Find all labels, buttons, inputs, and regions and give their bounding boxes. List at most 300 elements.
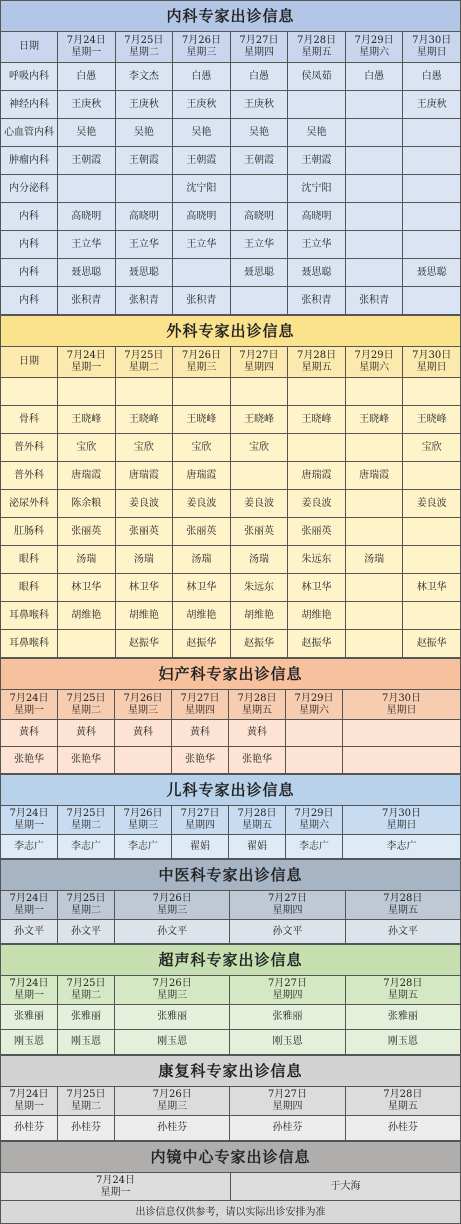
date-header <box>230 347 288 378</box>
doctor-cell <box>345 119 403 147</box>
weekday-text: 星期一 <box>14 905 44 916</box>
doctor-cell: 黄科 <box>115 720 172 747</box>
dept-cell: 眼科 <box>1 546 58 574</box>
weekday-text: 星期二 <box>71 704 101 716</box>
doctor-cell: 沈宁阳 <box>173 175 231 203</box>
doctor-cell: 于大海 <box>231 1173 461 1201</box>
weekday-text: 星期一 <box>14 820 44 831</box>
doctor-cell: 宝欣 <box>230 434 288 462</box>
doctor-cell: 宝欣 <box>173 434 231 462</box>
doctor-cell: 刚玉恩 <box>58 1030 115 1055</box>
doctor-cell: 孙文平 <box>230 920 345 944</box>
doctor-cell: 王立华 <box>230 231 288 259</box>
doctor-cell: 姜良波 <box>230 490 288 518</box>
weekday-text: 星期五 <box>387 990 418 1001</box>
date-text: 7月25日 <box>66 978 106 989</box>
doctor-cell <box>345 91 403 119</box>
doctor-cell: 姜良波 <box>115 490 173 518</box>
dept-cell <box>1 378 58 406</box>
doctor-cell: 黄科 <box>172 720 229 747</box>
date-header <box>345 32 403 63</box>
date-header <box>1 1173 231 1201</box>
doctor-cell: 汤瑞 <box>345 546 403 574</box>
date-text: 7月29日 <box>354 350 394 361</box>
date-text: 7月24日 <box>66 350 106 361</box>
date-header <box>1 1087 58 1116</box>
date-header <box>230 891 345 920</box>
doctor-cell: 王朝霞 <box>230 147 288 175</box>
doctor-cell: 张积青 <box>173 287 231 315</box>
weekday-text: 星期三 <box>186 47 217 58</box>
weekday-text: 星期三 <box>128 704 158 716</box>
dept-cell: 神经内科 <box>1 91 58 119</box>
doctor-cell: 聂思聪 <box>115 259 173 287</box>
doctor-cell: 王晓峰 <box>230 406 288 434</box>
date-header <box>403 32 461 63</box>
doctor-cell: 张积青 <box>58 287 116 315</box>
doctor-cell <box>345 378 403 406</box>
neike-table <box>0 0 461 315</box>
date-text: 7月26日 <box>152 1089 192 1100</box>
doctor-cell: 胡维艳 <box>288 602 346 630</box>
weekday-text: 星期日 <box>386 704 417 716</box>
doctor-cell: 王朝霞 <box>173 147 231 175</box>
date-text: 7月24日 <box>9 692 49 704</box>
weekday-text: 星期日 <box>416 362 447 373</box>
table-row <box>1 574 461 602</box>
doctor-cell: 王晓峰 <box>58 406 116 434</box>
date-text: 7月25日 <box>124 35 164 46</box>
date-header <box>173 347 231 378</box>
weekday-text: 星期六 <box>299 704 329 716</box>
doctor-cell: 李志广 <box>343 835 461 859</box>
doctor-cell: 张艳华 <box>58 747 115 774</box>
doctor-cell <box>286 747 343 774</box>
date-text: 7月24日 <box>9 808 49 819</box>
date-header <box>172 690 229 720</box>
section-title: 儿科专家出诊信息 <box>1 775 461 806</box>
doctor-cell: 陈余粮 <box>58 490 116 518</box>
doctor-cell: 张雅丽 <box>58 1005 115 1030</box>
doctor-cell: 侯凤茹 <box>288 63 346 91</box>
date-text: 7月26日 <box>123 808 163 819</box>
table-row <box>1 406 461 434</box>
doctor-cell: 高晓明 <box>230 203 288 231</box>
weekday-text: 星期三 <box>186 362 217 373</box>
doctor-cell <box>345 231 403 259</box>
kangfu-table <box>0 1055 461 1141</box>
doctor-cell <box>403 231 461 259</box>
date-header <box>58 347 116 378</box>
doctor-cell: 林卫华 <box>173 574 231 602</box>
date-text: 7月24日 <box>9 1089 49 1100</box>
doctor-cell: 姜良波 <box>403 490 461 518</box>
date-text: 7月28日 <box>383 1089 423 1100</box>
doctor-cell: 林卫华 <box>403 574 461 602</box>
weekday-text: 星期五 <box>301 47 332 58</box>
doctor-cell <box>230 378 288 406</box>
weekday-text: 星期三 <box>157 905 188 916</box>
section-title: 超声科专家出诊信息 <box>1 945 461 976</box>
doctor-cell: 吴艳 <box>115 119 173 147</box>
table-row <box>1 203 461 231</box>
doctor-cell: 王晓峰 <box>403 406 461 434</box>
date-header <box>115 690 172 720</box>
doctor-cell: 李志广 <box>115 835 172 859</box>
dept-cell: 泌尿外科 <box>1 490 58 518</box>
table-row <box>1 147 461 175</box>
doctor-cell <box>403 546 461 574</box>
weekday-text: 星期一 <box>100 1186 131 1198</box>
date-text: 7月25日 <box>66 893 106 904</box>
doctor-cell: 黄科 <box>1 720 58 747</box>
dept-cell: 普外科 <box>1 462 58 490</box>
doctor-cell: 汤瑞 <box>173 546 231 574</box>
doctor-cell: 张丽英 <box>115 518 173 546</box>
doctor-cell: 胡维艳 <box>115 602 173 630</box>
doctor-cell <box>288 378 346 406</box>
doctor-cell: 吴艳 <box>288 119 346 147</box>
doctor-cell <box>58 378 116 406</box>
date-header <box>1 690 58 720</box>
dept-cell: 内科 <box>1 259 58 287</box>
table-row <box>1 835 461 859</box>
doctor-cell <box>345 259 403 287</box>
doctor-cell <box>345 203 403 231</box>
doctor-cell: 李志广 <box>1 835 58 859</box>
dept-cell: 内分泌科 <box>1 175 58 203</box>
table-row <box>1 259 461 287</box>
date-header <box>286 806 343 835</box>
doctor-cell: 唐瑞霞 <box>288 462 346 490</box>
doctor-cell: 张积青 <box>345 287 403 315</box>
table-row <box>1 920 461 944</box>
date-header <box>230 1087 345 1116</box>
date-header <box>230 32 288 63</box>
date-text: 7月25日 <box>66 692 106 704</box>
date-text: 7月24日 <box>9 893 49 904</box>
doctor-cell: 刚玉恩 <box>1 1030 58 1055</box>
doctor-cell <box>115 378 173 406</box>
date-text: 7月26日 <box>152 978 192 989</box>
dept-cell: 骨科 <box>1 406 58 434</box>
weekday-text: 星期一 <box>71 362 102 373</box>
weekday-text: 星期四 <box>185 820 215 831</box>
date-text: 7月28日 <box>296 350 337 361</box>
date-header <box>345 347 403 378</box>
date-header <box>58 32 116 63</box>
doctor-cell: 李志广 <box>58 835 115 859</box>
date-header <box>172 806 229 835</box>
dept-cell: 内科 <box>1 203 58 231</box>
doctor-cell <box>403 175 461 203</box>
date-text: 7月27日 <box>180 692 220 704</box>
section-title: 外科专家出诊信息 <box>1 316 461 347</box>
date-text: 7月27日 <box>267 978 308 989</box>
doctor-cell: 张艳华 <box>1 747 58 774</box>
weekday-text: 星期六 <box>359 362 390 373</box>
table-row <box>1 1030 461 1055</box>
doctor-cell: 王晓峰 <box>115 406 173 434</box>
dept-cell: 耳鼻喉科 <box>1 602 58 630</box>
section-title: 康复科专家出诊信息 <box>1 1056 461 1087</box>
date-header <box>115 1087 230 1116</box>
date-text: 7月29日 <box>294 808 334 819</box>
date-text: 7月28日 <box>383 893 423 904</box>
weekday-text: 星期二 <box>128 362 159 373</box>
doctor-cell: 汤瑞 <box>230 546 288 574</box>
doctor-cell: 林卫华 <box>288 574 346 602</box>
table-row <box>1 1005 461 1030</box>
date-text: 7月25日 <box>66 1089 106 1100</box>
date-header <box>115 806 172 835</box>
doctor-cell: 林卫华 <box>115 574 173 602</box>
date-header <box>345 1087 460 1116</box>
date-header <box>1 976 58 1005</box>
doctor-cell <box>173 378 231 406</box>
weekday-text: 星期五 <box>387 905 418 916</box>
doctor-cell <box>403 518 461 546</box>
weekday-text: 星期日 <box>386 820 417 831</box>
doctor-cell: 汤瑞 <box>58 546 116 574</box>
weekday-text: 星期二 <box>71 905 101 916</box>
doctor-cell: 张积青 <box>115 287 173 315</box>
doctor-cell: 朱远东 <box>288 546 346 574</box>
dept-cell: 呼吸内科 <box>1 63 58 91</box>
doctor-cell: 白愚 <box>345 63 403 91</box>
doctor-cell: 王庚秋 <box>173 91 231 119</box>
weekday-text: 星期四 <box>272 905 303 916</box>
weekday-text: 星期三 <box>128 820 158 831</box>
table-row <box>1 175 461 203</box>
table-row <box>1 630 461 658</box>
weekday-text: 星期五 <box>387 1101 418 1112</box>
date-header <box>288 32 346 63</box>
date-header <box>58 1087 115 1116</box>
weekday-text: 星期三 <box>157 990 188 1001</box>
date-text: 7月26日 <box>181 350 221 361</box>
date-header <box>343 690 461 720</box>
date-header <box>1 891 58 920</box>
doctor-cell <box>58 175 116 203</box>
weekday-text: 星期五 <box>301 362 332 373</box>
date-header <box>115 976 230 1005</box>
weekday-text: 星期一 <box>14 704 44 716</box>
date-header <box>173 32 231 63</box>
doctor-cell: 吴艳 <box>58 119 116 147</box>
doctor-cell <box>286 720 343 747</box>
dept-cell: 眼科 <box>1 574 58 602</box>
doctor-cell <box>345 602 403 630</box>
doctor-cell <box>173 259 231 287</box>
doctor-cell: 张丽英 <box>230 518 288 546</box>
date-header <box>288 347 346 378</box>
date-header <box>58 806 115 835</box>
doctor-cell: 刚玉恩 <box>345 1030 460 1055</box>
doctor-cell: 王朝霞 <box>288 147 346 175</box>
doctor-cell: 聂思聪 <box>58 259 116 287</box>
doctor-cell: 王晓峰 <box>288 406 346 434</box>
table-row <box>1 63 461 91</box>
date-header <box>58 690 115 720</box>
doctor-cell <box>345 147 403 175</box>
weekday-text: 星期四 <box>272 990 303 1001</box>
doctor-cell <box>230 462 288 490</box>
waike-table <box>0 315 461 658</box>
doctor-cell: 胡维艳 <box>58 602 116 630</box>
doctor-cell: 孙文平 <box>115 920 230 944</box>
doctor-cell: 胡维艳 <box>173 602 231 630</box>
weekday-text: 星期五 <box>242 704 272 716</box>
doctor-cell <box>403 119 461 147</box>
date-text: 7月28日 <box>237 808 277 819</box>
date-text: 7月25日 <box>66 808 106 819</box>
date-header <box>58 891 115 920</box>
weekday-text: 星期四 <box>243 362 274 373</box>
doctor-cell <box>58 630 116 658</box>
doctor-cell: 张丽英 <box>173 518 231 546</box>
doctor-cell: 张雅丽 <box>345 1005 460 1030</box>
doctor-cell: 张艳华 <box>229 747 286 774</box>
doctor-cell: 姜良波 <box>288 490 346 518</box>
weekday-text: 星期五 <box>242 820 272 831</box>
date-header <box>58 976 115 1005</box>
doctor-cell: 胡维艳 <box>230 602 288 630</box>
doctor-cell <box>345 574 403 602</box>
doctor-cell: 孙桂芬 <box>345 1116 460 1141</box>
doctor-cell: 王晓峰 <box>173 406 231 434</box>
weekday-text: 星期一 <box>14 1101 44 1112</box>
date-text: 7月27日 <box>267 1089 308 1100</box>
doctor-cell <box>115 747 172 774</box>
chaosheng-table <box>0 944 461 1055</box>
date-text: 7月27日 <box>239 350 279 361</box>
doctor-cell: 张积青 <box>288 287 346 315</box>
doctor-cell <box>345 434 403 462</box>
doctor-cell: 翟娟 <box>172 835 229 859</box>
doctor-cell: 张艳华 <box>172 747 229 774</box>
date-text: 7月29日 <box>354 35 394 46</box>
doctor-cell: 刚玉恩 <box>115 1030 230 1055</box>
doctor-cell <box>403 203 461 231</box>
date-text: 7月29日 <box>294 692 334 704</box>
doctor-cell <box>345 518 403 546</box>
date-text: 7月30日 <box>381 692 422 704</box>
doctor-cell: 唐瑞霞 <box>173 462 231 490</box>
doctor-cell <box>345 630 403 658</box>
doctor-cell: 白愚 <box>173 63 231 91</box>
doctor-cell <box>343 720 461 747</box>
dept-cell: 内科 <box>1 231 58 259</box>
date-text: 7月30日 <box>412 350 452 361</box>
table-row <box>1 720 461 747</box>
table-row <box>1 747 461 774</box>
weekday-text: 星期六 <box>299 820 329 831</box>
doctor-cell: 翟娟 <box>229 835 286 859</box>
date-text: 7月27日 <box>267 893 308 904</box>
date-text: 7月24日 <box>66 35 106 46</box>
doctor-cell: 张雅丽 <box>115 1005 230 1030</box>
table-row <box>1 91 461 119</box>
doctor-cell: 王朝霞 <box>58 147 116 175</box>
weekday-text: 星期四 <box>272 1101 303 1112</box>
doctor-cell <box>115 175 173 203</box>
date-label: 日期 <box>1 347 58 378</box>
date-header <box>115 32 173 63</box>
doctor-cell: 宝欣 <box>58 434 116 462</box>
table-row <box>1 287 461 315</box>
doctor-cell: 宝欣 <box>115 434 173 462</box>
doctor-cell: 李志广 <box>286 835 343 859</box>
doctor-cell: 王立华 <box>115 231 173 259</box>
doctor-cell: 朱远东 <box>230 574 288 602</box>
date-text: 7月27日 <box>180 808 220 819</box>
dept-cell: 肿瘤内科 <box>1 147 58 175</box>
doctor-cell <box>345 490 403 518</box>
doctor-cell <box>403 378 461 406</box>
doctor-cell: 王庚秋 <box>230 91 288 119</box>
doctor-cell: 姜良波 <box>173 490 231 518</box>
doctor-cell: 唐瑞霞 <box>345 462 403 490</box>
doctor-cell <box>288 91 346 119</box>
doctor-cell: 王朝霞 <box>115 147 173 175</box>
table-row <box>1 518 461 546</box>
date-header <box>1 806 58 835</box>
doctor-cell: 王庚秋 <box>58 91 116 119</box>
table-row <box>1 462 461 490</box>
doctor-cell <box>230 175 288 203</box>
doctor-cell: 黄科 <box>229 720 286 747</box>
table-row <box>1 434 461 462</box>
fuchan-table <box>0 658 461 774</box>
weekday-text: 星期四 <box>185 704 215 716</box>
doctor-cell: 林卫华 <box>58 574 116 602</box>
section-title: 内科专家出诊信息 <box>1 1 461 32</box>
date-text: 7月26日 <box>152 893 192 904</box>
date-header <box>286 690 343 720</box>
weekday-text: 星期日 <box>416 47 447 58</box>
doctor-cell: 张丽英 <box>288 518 346 546</box>
doctor-cell: 宝欣 <box>403 434 461 462</box>
doctor-cell: 白愚 <box>230 63 288 91</box>
zhongyi-table <box>0 859 461 944</box>
date-text: 7月28日 <box>237 692 277 704</box>
doctor-cell: 刚玉恩 <box>230 1030 345 1055</box>
doctor-cell: 孙桂芬 <box>1 1116 58 1141</box>
doctor-cell: 聂思聪 <box>288 259 346 287</box>
table-row <box>1 231 461 259</box>
date-text: 7月26日 <box>123 692 163 704</box>
doctor-cell: 王立华 <box>288 231 346 259</box>
dept-cell: 普外科 <box>1 434 58 462</box>
doctor-cell <box>403 462 461 490</box>
dept-cell: 内科 <box>1 287 58 315</box>
doctor-cell: 王庚秋 <box>403 91 461 119</box>
doctor-cell: 沈宁阳 <box>288 175 346 203</box>
doctor-cell: 白愚 <box>58 63 116 91</box>
doctor-cell: 孙桂芬 <box>58 1116 115 1141</box>
dept-cell: 心血管内科 <box>1 119 58 147</box>
doctor-cell: 聂思聪 <box>403 259 461 287</box>
date-text: 7月26日 <box>181 35 221 46</box>
doctor-cell: 王晓峰 <box>345 406 403 434</box>
doctor-cell: 王立华 <box>58 231 116 259</box>
date-text: 7月30日 <box>381 808 422 819</box>
erke-table <box>0 774 461 859</box>
table-row <box>1 602 461 630</box>
doctor-cell <box>288 434 346 462</box>
weekday-text: 星期二 <box>71 820 101 831</box>
